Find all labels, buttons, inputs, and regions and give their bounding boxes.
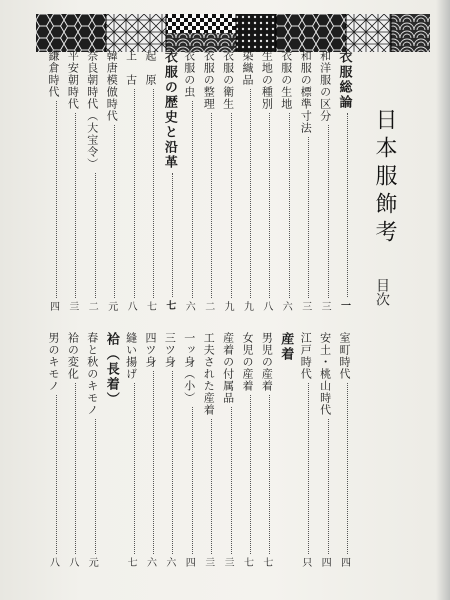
book-title: 日本服飾考 [372, 108, 397, 248]
toc-page-number: 七 [260, 557, 272, 568]
toc-page-number: 四 [319, 557, 331, 568]
toc-entry [317, 332, 333, 568]
leader-dots [328, 419, 329, 554]
leader-dots [192, 407, 193, 554]
leader-dots [153, 371, 154, 554]
toc-entry-label: 工夫された産着 [202, 332, 216, 416]
toc-entry [297, 50, 313, 312]
toc-entry-label: 春と秋のキモノ [85, 332, 99, 416]
leader-dots [308, 137, 309, 298]
toc-page-number: 三 [299, 301, 311, 312]
toc-page-number: 六 [183, 301, 195, 312]
contents-label: 目次 [374, 278, 390, 306]
toc-entry-label: 衣服の生地 [279, 50, 293, 110]
toc-entry [64, 332, 80, 568]
toc-entry-label: 衣服の整理 [202, 50, 216, 110]
toc-entry-label: 安土・桃山時代 [318, 332, 332, 416]
toc-entry-label: 生地の種別 [260, 50, 274, 110]
toc-entry [181, 50, 197, 312]
toc-section-heading [336, 50, 352, 312]
toc-page-number: 八 [47, 557, 59, 568]
toc-entry-label: 江戸時代 [299, 332, 313, 380]
toc-page-number: 四 [183, 557, 195, 568]
toc-entry-label: 女児の産着 [241, 332, 254, 392]
toc-entry [336, 332, 352, 568]
toc-page-number: 六 [280, 301, 292, 312]
toc-entry-label: 衣服総論 [336, 50, 352, 110]
toc-page-number: 九 [222, 301, 234, 312]
toc-section-heading [161, 50, 177, 312]
leader-dots [192, 101, 193, 298]
toc-entry [123, 332, 139, 568]
toc-page-number: 六 [163, 557, 175, 568]
leader-dots [347, 383, 348, 554]
leader-dots [250, 89, 251, 298]
leader-dots [269, 113, 270, 298]
toc-entry-label: 袷（長着） [103, 332, 119, 407]
leader-dots [231, 113, 232, 298]
toc-entry-label: 和洋服の区分 [318, 50, 332, 122]
toc-page-number: 二 [86, 301, 98, 312]
leader-dots [56, 101, 57, 298]
leader-dots [134, 89, 135, 298]
toc-entry [142, 50, 158, 312]
toc-page-number: 四 [338, 557, 350, 568]
leader-dots [231, 407, 232, 554]
leader-dots [211, 113, 212, 298]
leader-dots [75, 113, 76, 298]
toc-entry-label: 上 古 [124, 50, 138, 86]
leader-dots [75, 383, 76, 554]
toc-entry-label: 袷の変化 [66, 332, 80, 380]
toc-page-number: 亖 [66, 301, 78, 312]
leader-dots [347, 113, 348, 297]
toc-entry [200, 332, 216, 568]
toc-page-number: 三 [319, 301, 331, 312]
toc-entry-label: 鎌倉時代 [47, 50, 60, 98]
toc-page-number: 二 [202, 301, 214, 312]
leader-dots [269, 395, 270, 554]
leader-dots [172, 371, 173, 554]
leader-dots [211, 419, 212, 554]
toc-page-number: 七 [144, 301, 156, 312]
toc-page-number: 八 [125, 301, 137, 312]
toc-entry-label: 縫い揚げ [124, 332, 138, 380]
leader-dots [114, 125, 115, 298]
page-edge-shadow [436, 0, 450, 600]
leader-dots [308, 383, 309, 554]
toc-entry-label: 平安朝時代 [66, 50, 80, 110]
toc-page-number: 七 [163, 300, 175, 312]
toc-page-number: 亖 [222, 557, 234, 568]
toc-page-number: 八 [260, 301, 272, 312]
toc-entry-label: 男のキモノ [47, 332, 60, 392]
toc-entry-label: 男児の産着 [260, 332, 274, 392]
toc-entry [239, 332, 255, 568]
leader-dots [95, 173, 96, 298]
leader-dots [56, 395, 57, 554]
toc-section-heading [278, 332, 294, 568]
toc-page-number: 元 [105, 301, 117, 312]
leader-dots [289, 113, 290, 298]
toc-page-number: 七 [125, 557, 137, 568]
toc-entry-label: 起 原 [144, 50, 157, 86]
leader-dots [250, 395, 251, 554]
toc-page-number: 六 [144, 557, 156, 568]
toc-entry [64, 50, 80, 312]
leader-dots [134, 383, 135, 554]
toc-entry [142, 332, 158, 568]
toc-entry [258, 50, 274, 312]
toc-entry [258, 332, 274, 568]
toc-section-heading [103, 332, 119, 568]
toc-entry [45, 332, 61, 568]
toc-entry [161, 332, 177, 568]
toc-entry [220, 50, 236, 312]
toc-entry [278, 50, 294, 312]
toc-page-number: 只 [299, 557, 311, 568]
toc-page-number: 七 [241, 557, 253, 568]
toc-entry-label: 室町時代 [338, 332, 351, 380]
toc-entry-label: 韓唐模倣時代 [105, 50, 119, 122]
toc-entry-label: 衣服の衛生 [221, 50, 235, 110]
toc-entry [220, 332, 236, 568]
toc-entry-label: 染織品 [241, 50, 254, 86]
toc-page-number: 四 [47, 301, 59, 312]
toc-entry [317, 50, 333, 312]
leader-dots [172, 173, 173, 297]
toc-entry-label: 衣服の虫 [182, 50, 196, 98]
toc-entry-label: 産着 [278, 332, 294, 362]
textile-pattern-icon [36, 14, 430, 52]
decorative-pattern-banner [36, 14, 430, 52]
leader-dots [328, 125, 329, 298]
toc-page-number: 八 [66, 557, 78, 568]
toc-entry-label: 一ッ身（小） [182, 332, 196, 404]
toc-entry [84, 50, 100, 312]
toc-entry [45, 50, 61, 312]
toc-entry [239, 50, 255, 312]
toc-entry-label: 四ツ身 [144, 332, 157, 368]
toc-entry-label: 産着の付属品 [221, 332, 235, 404]
toc-entry [123, 50, 139, 312]
toc-entry-label: 和服の標準寸法 [299, 50, 313, 134]
toc-page-number: 九 [241, 301, 253, 312]
leader-dots [153, 89, 154, 298]
toc-entry [200, 50, 216, 312]
toc-entry-label: 三ツ身 [163, 332, 177, 368]
toc-entry [103, 50, 119, 312]
toc-page-number: 亖 [202, 557, 214, 568]
toc-entry-label: 衣服の歴史と沿革 [161, 50, 177, 170]
toc-entry [84, 332, 100, 568]
toc-page-number: 一 [338, 300, 350, 312]
toc-entry [181, 332, 197, 568]
leader-dots [95, 419, 96, 554]
toc-entry [297, 332, 313, 568]
toc-page-number: 元 [86, 557, 98, 568]
toc-entry-label: 奈良朝時代（大宝令） [85, 50, 99, 170]
